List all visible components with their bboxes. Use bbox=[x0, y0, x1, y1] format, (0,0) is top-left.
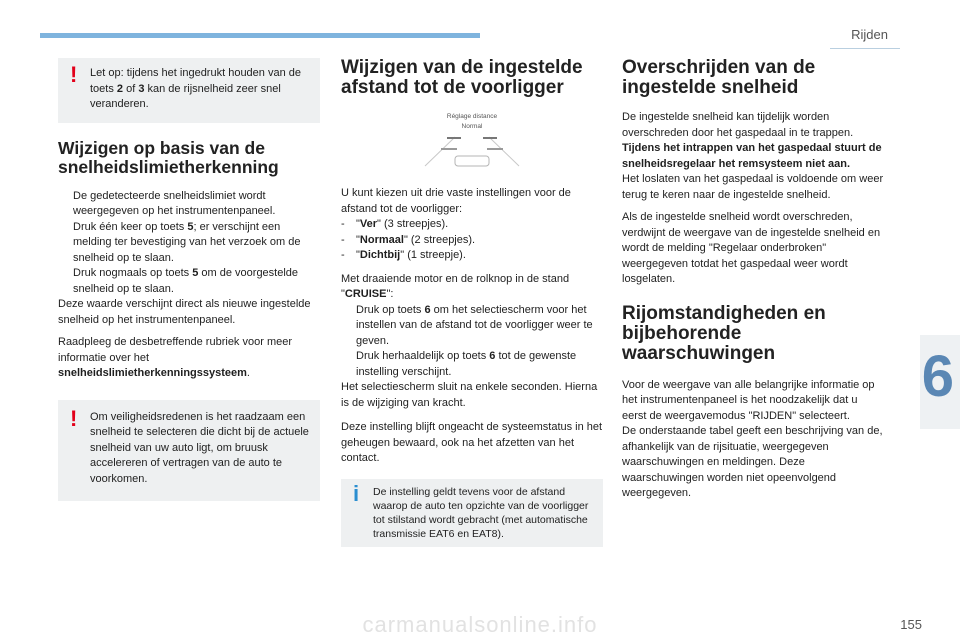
speed-limit-steps bbox=[58, 189, 320, 298]
chapter-title: Rijden bbox=[851, 27, 888, 42]
paragraph: Deze waarde verschijnt direct als nieuwe ingestelde snelheid op het instrumentenpaneel. bbox=[58, 298, 311, 326]
lane-line-right bbox=[489, 137, 519, 166]
note-text: Om veiligheidsredenen is het raadzaam een snelheid te selecteren die dicht bij de actuele snelheid van uw auto ligt, om bruusk accelereren of vertragen van de auto te voorkomen. bbox=[90, 410, 309, 485]
distance-options bbox=[341, 217, 603, 264]
paragraph: De onderstaande tabel geeft een beschrijving van de, afhankelijk van de rijsituatie, weergegeven waarschuwingen en meldingen. Deze waarschuwingen worden niet opeenvolgend weergegeven. bbox=[622, 425, 883, 499]
list-item: De gedetecteerde snelheidslimiet wordt weergegeven op het instrumentenpaneel. bbox=[73, 189, 276, 217]
distance-dash-icon bbox=[483, 137, 497, 139]
list-item: Druk één keer op toets 5; er verschijnt een melding ter bevestiging van het verzoek om de snelheid op te slaan. bbox=[73, 220, 301, 264]
column-middle bbox=[341, 58, 603, 547]
figure-label-setting: Réglage distance bbox=[446, 113, 498, 120]
car-icon bbox=[455, 156, 489, 166]
paragraph-reference: Raadpleeg de desbetreffende rubriek voor meer informatie over het snelheidslimietherkenningssysteem. bbox=[58, 336, 293, 379]
note-text: De instelling geldt tevens voor de afstand waarop de auto ten opzichte van de voorligger tot stilstand wordt gebracht (met automatische transmissie EAT6 en EAT8). bbox=[373, 485, 589, 540]
list-item: - "Ver" (3 streepjes). bbox=[341, 218, 449, 230]
distance-dash-icon bbox=[447, 137, 461, 139]
section-title-override: Overschrijden van de ingestelde snelheid bbox=[622, 57, 816, 98]
warning-note-speed bbox=[58, 58, 320, 123]
section-title-conditions: Rijomstandigheden en bijbehorende waarschuwingen bbox=[622, 302, 826, 364]
list-item: - "Normaal" (2 streepjes). bbox=[341, 233, 476, 246]
distance-dash-icon bbox=[487, 148, 503, 150]
distance-display-graphic bbox=[417, 110, 527, 172]
list-item: Druk op toets 6 om het selectiescherm voor het instellen van de afstand tot de voorligger weer te geven. bbox=[356, 303, 593, 347]
list-item: Druk nogmaals op toets 5 om de voorgestelde snelheid op te slaan. bbox=[73, 267, 299, 295]
warning-icon: ! bbox=[70, 405, 78, 431]
top-accent-bar bbox=[40, 33, 480, 38]
chapter-rule bbox=[830, 48, 900, 49]
paragraph-bold: Tijdens het intrappen van het gaspedaal stuurt de snelheidsregelaar het remsysteem niet aan. bbox=[622, 142, 882, 170]
paragraph: Het loslaten van het gaspedaal is voldoende om weer terug te keren naar de ingestelde snelheid. bbox=[622, 173, 884, 201]
section-title-distance: Wijzigen van de ingestelde afstand tot de voorligger bbox=[341, 57, 583, 98]
watermark: carmanualsonline.info bbox=[362, 612, 598, 637]
info-icon: i bbox=[353, 480, 360, 506]
figure-label-mode: Normal bbox=[461, 123, 483, 130]
page-number: 155 bbox=[900, 617, 922, 632]
paragraph: Voor de weergave van alle belangrijke informatie op het instrumentenpaneel is het noodzakelijk dat u eerst de weergavemodus "RIJDEN" selecteert. bbox=[622, 378, 875, 422]
info-note bbox=[341, 479, 603, 547]
section-title-speed-limit: Wijzigen op basis van de snelheidslimietherkenning bbox=[58, 137, 279, 177]
paragraph-cruise: Met draaiende motor en de rolknop in de stand "CRUISE": bbox=[341, 272, 570, 300]
lane-line-left bbox=[425, 137, 455, 166]
distance-dash-icon bbox=[441, 148, 457, 150]
warning-icon: ! bbox=[70, 62, 78, 87]
paragraph: Als de ingestelde snelheid wordt overschreden, verdwijnt de weergave van de ingestelde snelheid en wordt de melding "Regelaar onderbroken" weergegeven totdat het gaspedaal weer wordt losgelaten. bbox=[622, 211, 881, 285]
chapter-tab-number: 6 bbox=[921, 344, 954, 409]
paragraph: De ingestelde snelheid kan tijdelijk worden overschreden door het gaspedaal in te trappen. bbox=[622, 111, 854, 139]
column-left bbox=[58, 58, 320, 501]
list-item: - "Dichtbij" (1 streepje). bbox=[341, 249, 466, 261]
distance-steps bbox=[341, 303, 603, 381]
distance-setting-figure bbox=[417, 110, 527, 172]
paragraph: Deze instelling blijft ongeacht de systeemstatus in het geheugen bewaard, ook na het afzetten van het contact. bbox=[341, 421, 603, 464]
warning-note-safety bbox=[58, 400, 320, 502]
list-item: Druk herhaaldelijk op toets 6 tot de gewenste instelling verschijnt. bbox=[356, 350, 577, 378]
note-text: Let op: tijdens het ingedrukt houden van de toets 2 of 3 kan de rijsnelheid zeer snel veranderen. bbox=[90, 67, 301, 110]
column-right bbox=[622, 58, 884, 502]
paragraph: Het selectiescherm sluit na enkele seconden. Hierna is de wijziging van kracht. bbox=[341, 381, 598, 409]
paragraph: U kunt kiezen uit drie vaste instellingen voor de afstand tot de voorligger: bbox=[341, 187, 571, 215]
